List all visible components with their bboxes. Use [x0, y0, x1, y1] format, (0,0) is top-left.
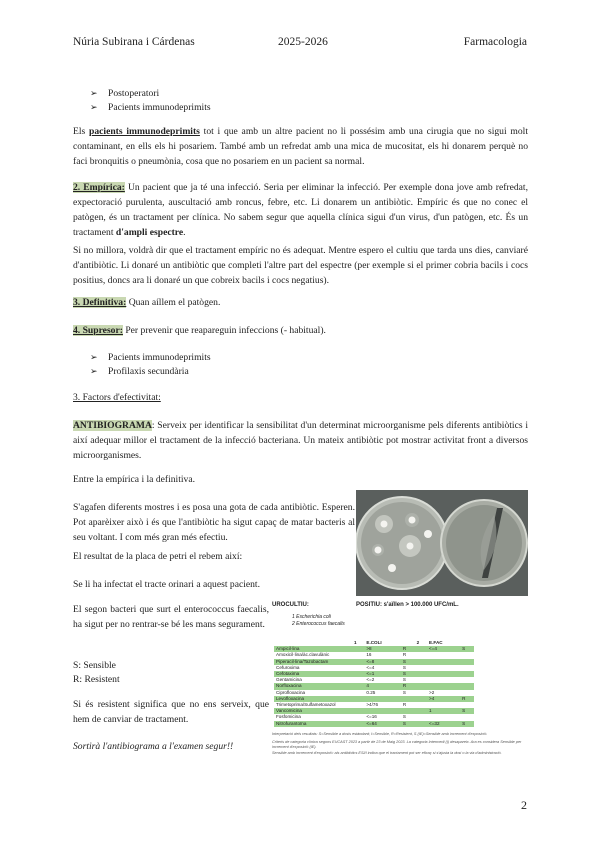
organism-2: 2 Enterococcus faecalis: [292, 621, 345, 627]
report-note: Sensible amb increment d'exposició: als antibiòtics ESI/I indica que el tractament pot ser eficaç si s'ajusta la dosi o la via d'administració.: [272, 751, 502, 755]
petri-dish-photo: [356, 490, 528, 596]
section-title-factors: 3. Factors d'efectivitat:: [73, 392, 161, 403]
organism-1: 1 Escherichia coli: [292, 614, 331, 620]
report-note: Criteris de categoria clínica segons EUCAST 2023 a partir de 23 de Maig 2023. La categoria Intermedi (I) desapareix. Ara es considera Sensible per increment d'exposició (IE).: [272, 740, 522, 749]
list-item: ➢ Profilaxis secundària: [90, 366, 189, 377]
arrow-bullet-icon: ➢: [90, 352, 98, 362]
table-row: Vancomicina 1 S: [274, 708, 474, 714]
arrow-bullet-icon: ➢: [90, 366, 98, 376]
header-year: 2025-2026: [278, 36, 328, 48]
paragraph-agafen: S'agafen diferents mostres i es posa una gota de cada antibiòtic. Esperen. Pot aparèixer això i és que l'antibiòtic ha sigut capaç de matar bacteris al seu voltant. I com més gran més efectiu.: [73, 502, 355, 543]
table-row: Levofloxacina >4 R: [274, 696, 474, 702]
legend-resistent: R: Resistent: [73, 674, 120, 685]
list-item: ➢ Postoperatori: [90, 88, 160, 99]
table-row: Cefotaxima <=1 S: [274, 671, 474, 677]
page-number: 2: [521, 798, 527, 812]
paragraph-resistent: Si és resistent significa que no ens serveix, que hem de canviar de tractament.: [73, 699, 269, 725]
list-item: ➢ Pacients immunodeprimits: [90, 102, 211, 113]
table-row: Cefuroxima <=4 S: [274, 665, 474, 671]
paragraph-infectat: Se li ha infectat el tracte orinari a aquest pacient.: [73, 579, 260, 590]
header-author: Núria Subirana i Cárdenas: [73, 36, 195, 48]
arrow-bullet-icon: ➢: [90, 102, 98, 112]
heading-antibiograma: ANTIBIOGRAMA: [73, 420, 152, 431]
arrow-bullet-icon: ➢: [90, 88, 98, 98]
heading-empirica: 2. Empírica:: [73, 182, 125, 193]
antibiogram-table: [274, 640, 474, 727]
report-title-left: UROCULTIU:: [272, 602, 309, 608]
table-row: Amoxicil·lina/àc.clavulànic 16 R: [274, 652, 474, 658]
report-title-right: POSITIU: s'aïllen > 100.000 UFC/mL.: [356, 602, 459, 608]
report-note: Interpretació dels resultats: S=Sensible a dosis estàndard; I=Sensible, R=Resistent, S (IE)=Sensible amb increment d'exposició.: [272, 732, 488, 736]
paragraph-segon-bacteri: El segon bacteri que surt el enterococcus faecalis, ha sigut per no rentrar-se bé les mans segurament.: [73, 604, 269, 630]
paragraph-resultat: El resultat de la placa de petri el rebem així:: [73, 551, 243, 562]
header-subject: Farmacologia: [463, 36, 527, 48]
urocultiu-report: [272, 602, 530, 762]
table-row: Nitrofurantoïna <=64 S <=32 S: [274, 721, 474, 727]
list-item: ➢ Pacients immunodeprimits: [90, 352, 211, 363]
table-row: Piperacil·lina/Tazobactam <=8 S: [274, 659, 474, 665]
table-row: Gentamicina <=2 S: [274, 677, 474, 683]
legend-sensible: S: Sensible: [73, 660, 116, 671]
table-row: Norfloxacina 4 R: [274, 683, 474, 689]
paragraph-millora: Si no millora, voldrà dir que el tractament empíric no és adequat. Mentre espero el cultiu que tarda uns dies, canviaré d'antibiòtic. Li donaré un antibiòtic que completi l'altre part del espectre (per exemple si el primer cobria bacils i cocs positius, doncs ara li donaré un que cobreix bacils i cocs negatius).: [73, 245, 528, 286]
heading-definitiva: 3. Definitiva:: [73, 297, 127, 308]
paragraph-final: Sortirà l'antibiograma a l'examen segur!!: [73, 741, 234, 752]
paragraph-antibiograma: ANTIBIOGRAMA: Serveix per identificar la sensibilitat d'un determinat microorganisme pels diferents antibiòtics i així adequar millor el tractament de la infecció bacteriana. Un mateix antibiòtic pot mostrar activitat front a diversos microorganismes.: [73, 420, 528, 461]
table-row: Ciprofloxacina 0.25 S >2: [274, 690, 474, 696]
heading-supresor: 4. Supresor:: [73, 325, 123, 336]
paragraph-supresor: 4. Supresor: Per prevenir que reapareguin infeccions (- habitual).: [73, 325, 326, 336]
paragraph-immunodeprimits: Els pacients immunodeprimits tot i que amb un altre pacient no li possésim amb una cirugia que no sigui molt contaminant, en ells els hi posariem. També amb un refredat amb una mica de mucositat, els hi donarem perquè no faci bronquitis o pneumònia, cosa que no posariem en un pacient sa normal.: [73, 126, 528, 167]
table-row: Trimetoprima/Sulfametoxazol >4/76 R: [274, 702, 474, 708]
paragraph-entre: Entre la empírica i la definitiva.: [73, 474, 196, 485]
table-row: Fosfomicina <=16 S: [274, 714, 474, 720]
paragraph-empirica: 2. Empírica: Un pacient que ja té una infecció. Seria per eliminar la infecció. Per exemple dona jove amb refredat, expectoració purulenta, auscultació amb roncus, febre, etc. Li donarem un antibiòtic. Empíric és que no conec el patògen, és un tractament per clínica. No sabem segur que aquella clínica sigui d'un virus, d'un patògen, etc. És un tractament d'ampli espectre.: [73, 182, 528, 238]
table-row: Ampicil·lina >8 R <=4 S: [274, 646, 474, 652]
paragraph-definitiva: 3. Definitiva: Quan aíllem el patògen.: [73, 297, 221, 308]
table-header-row: 1 E.COLI 2 E.FAC: [354, 640, 443, 645]
